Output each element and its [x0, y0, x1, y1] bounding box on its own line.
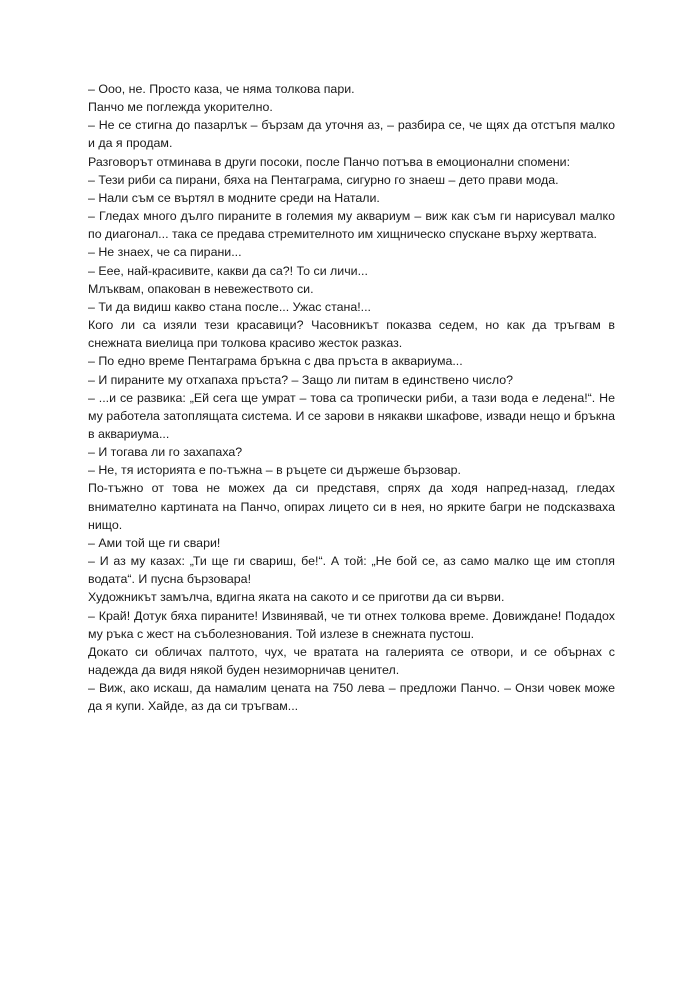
paragraph: – Виж, ако искаш, да намалим цената на 750 лева – предложи Панчо. – Онзи човек може да я купи. Хайде, аз да си тръгвам...: [88, 681, 615, 714]
paragraph: Панчо ме поглежда укорително.: [88, 100, 273, 115]
paragraph: – Ами той ще ги свари!: [88, 535, 221, 550]
paragraph: – Ти да видиш какво стана после... Ужас стана!...: [88, 299, 371, 314]
paragraph: – Еее, най-красивите, какви да са?! То си личи...: [88, 263, 368, 278]
paragraph: – И пираните му отхапаха пръста? – Защо ли питам в единствено число?: [88, 372, 514, 387]
paragraph: Разговорът отминава в други посоки, после Панчо потъва в емоционални спомени:: [88, 154, 571, 169]
paragraph: Докато си обличах палтото, чух, че вратата на галерията се отвори, и се обърнах с надежда да видя някой буден незиморничав ценител.: [88, 644, 615, 677]
paragraph: Художникът замълча, вдигна яката на сакото и се приготви да си върви.: [88, 590, 505, 605]
paragraph: – И тогава ли го захапаха?: [88, 445, 243, 460]
paragraph: Кого ли са изяли тези красавици? Часовникът показва седем, но как да тръгвам в снежната виелица при толкова красиво жесток разказ.: [88, 318, 615, 351]
paragraph: – Не, тя историята е по-тъжна – в ръцете си държеше бързовар.: [88, 463, 461, 478]
paragraph: По-тъжно от това не можех да си представя, спрях да ходя напред-назад, гледах внимателно картината на Панчо, опирах лицето си в нея, но ярките багри не подсказваха нищо.: [88, 481, 615, 532]
paragraph: – Не се стигна до пазарлък – бързам да уточня аз, – разбира се, че щях да отстъпя малко и да я продам.: [88, 118, 615, 151]
paragraph: – Нали съм се въртял в модните среди на Натали.: [88, 190, 380, 205]
paragraph: – И аз му казах: „Ти ще ги свариш, бе!“. А той: „Не бой се, аз само малко ще им стопля водата“. И пусна бързовара!: [88, 554, 615, 587]
paragraph: – Край! Дотук бяха пираните! Извинявай, че ти отнех толкова време. Довиждане! Подадох му ръка с жест на съболезнования. Той излезе в снежната пустош.: [88, 608, 615, 641]
paragraph: – Ооо, не. Просто каза, че няма толкова пари.: [88, 82, 355, 96]
body-text: [88, 80, 615, 715]
paragraph: – По едно време Пентаграма бръкна с два пръста в аквариума...: [88, 354, 463, 369]
paragraph: – Гледах много дълго пираните в големия му аквариум – виж как съм ги нарисувал малко по диагонал... така се предава стремителното им хищническо спускане върху жертвата.: [88, 209, 615, 242]
paragraph: – ...и се развика: „Ей сега ще умрат – това са тропически риби, а тази вода е ледена!“. Не му работела затоплящата система. И се зарови в някакви шкафове, извади нещо и бръкна в аквариума...: [88, 390, 615, 441]
paragraph: – Не знаех, че са пирани...: [88, 245, 242, 260]
paragraph: – Тези риби са пирани, бяха на Пентаграма, сигурно го знаеш – дето прави мода.: [88, 172, 559, 187]
paragraph: Млъквам, опакован в невежеството си.: [88, 281, 314, 296]
